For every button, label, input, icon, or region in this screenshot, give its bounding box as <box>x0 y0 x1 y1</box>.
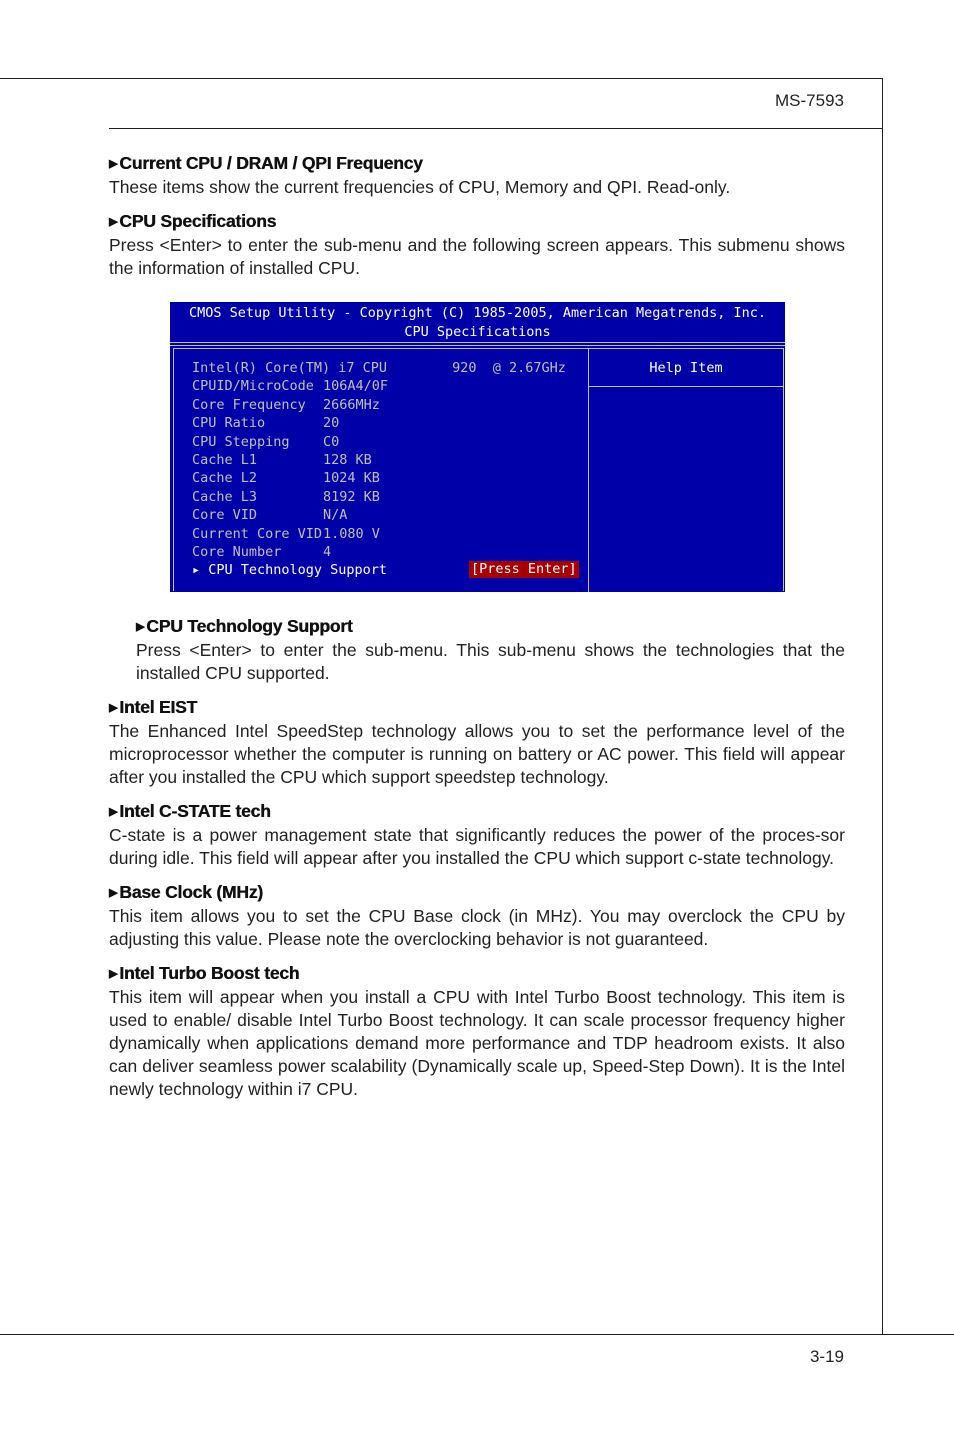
bios-row-label: CPU Stepping <box>192 433 290 450</box>
bios-row <box>192 414 582 432</box>
heading-text: Current CPU / DRAM / QPI Frequency <box>119 153 423 173</box>
header-underline <box>109 128 883 129</box>
bios-row <box>192 377 582 395</box>
section-heading <box>109 961 845 986</box>
model-number: MS-7593 <box>775 91 844 110</box>
section-body: The Enhanced Intel SpeedStep technology allows you to set the performance level of the microprocessor whether the computer is running on battery or AC power. This field will appear after you installed the CPU which support speedstep technology. <box>109 721 845 787</box>
bios-separator <box>170 342 785 346</box>
bios-row <box>192 488 582 506</box>
bios-help-title: Help Item <box>589 348 783 387</box>
section-cpu-specifications <box>109 209 845 280</box>
section-body: This item will appear when you install a CPU with Intel Turbo Boost technology. This item is used to enable/ disable Intel Turbo Boost technology. It can scale processor frequency higher dynamically when applications demand more performance and TDP headroom exists. It also can deliver seamless power scalability (Dynamically scale up, Speed-Step Down). It is the Intel newly technology within i7 CPU. <box>109 987 845 1099</box>
heading-text: CPU Technology Support <box>146 616 353 636</box>
triangle-bullet-icon: ▶ <box>109 216 118 228</box>
bios-menu-cpu-technology-support[interactable] <box>192 561 582 579</box>
triangle-bullet-icon: ▶ <box>109 158 118 170</box>
bios-row <box>192 525 582 543</box>
bios-row-value: 8192 KB <box>323 488 380 505</box>
bios-row-label: CPUID/MicroCode <box>192 378 314 395</box>
bios-row-value: 1024 KB <box>323 470 380 487</box>
bios-row-label: Cache L2 <box>192 470 258 487</box>
heading-text: CPU Specifications <box>119 211 277 231</box>
bios-title: CMOS Setup Utility - Copyright (C) 1985-2005, American Megatrends, Inc. <box>170 302 785 322</box>
bios-row-value: C0 <box>323 433 340 450</box>
section-body: These items show the current frequencies of CPU, Memory and QPI. Read-only. <box>109 177 731 197</box>
bios-row-label: Core Frequency <box>192 396 306 413</box>
bios-row <box>192 433 582 451</box>
bios-row-value: N/A <box>323 507 348 524</box>
right-margin-rule <box>882 78 883 1335</box>
heading-text: Intel C-STATE tech <box>119 801 271 821</box>
bios-row-label: CPU Ratio <box>192 415 266 432</box>
bios-row <box>192 543 582 561</box>
section-heading <box>109 799 845 824</box>
bios-row-label: Core Number <box>192 543 282 560</box>
bios-row-value: 4 <box>323 543 332 560</box>
section-intel-cstate <box>109 799 845 870</box>
section-current-frequency <box>109 151 845 199</box>
section-body: Press <Enter> to enter the sub-menu and the following screen appears. This submenu shows the information of installed CPU. <box>109 235 845 278</box>
section-heading <box>109 880 845 905</box>
section-intel-eist <box>109 695 845 789</box>
section-heading <box>109 695 845 720</box>
section-base-clock <box>109 880 845 951</box>
bios-cpu-name: Intel(R) Core(TM) i7 CPU 920 @ 2.67GHz <box>192 360 566 376</box>
bios-row <box>192 506 582 524</box>
heading-text: Intel EIST <box>119 697 197 717</box>
triangle-bullet-icon: ▶ <box>109 968 118 980</box>
bios-row <box>192 396 582 414</box>
heading-text: Base Clock (MHz) <box>119 882 263 902</box>
bios-row-value: 128 KB <box>323 451 372 468</box>
bios-row-label: Cache L3 <box>192 488 258 505</box>
page-number: 3-19 <box>809 1347 844 1366</box>
bios-menu-label: ▸ CPU Technology Support <box>192 562 388 579</box>
triangle-bullet-icon: ▶ <box>109 702 118 714</box>
bios-row-label: Cache L1 <box>192 451 258 468</box>
triangle-bullet-icon: ▶ <box>136 621 145 633</box>
bios-row-value: 2666MHz <box>323 396 380 413</box>
section-heading <box>109 209 845 234</box>
section-cpu-technology-support <box>136 614 845 685</box>
section-heading <box>109 151 845 176</box>
section-body: This item allows you to set the CPU Base clock (in MHz). You may overclock the CPU by adjusting this value. Please note the overclocking behavior is not guaranteed. <box>109 906 845 949</box>
triangle-bullet-icon: ▶ <box>109 887 118 899</box>
footer-rule <box>0 1334 954 1335</box>
bios-row-label: Core VID <box>192 507 258 524</box>
bios-screenshot <box>170 302 785 592</box>
section-turbo-boost <box>109 961 845 1101</box>
section-heading <box>136 614 845 639</box>
triangle-bullet-icon: ▶ <box>109 806 118 818</box>
section-body: Press <Enter> to enter the sub-menu. This sub-menu shows the technologies that the installed CPU supported. <box>136 640 845 683</box>
bios-row-value: 1.080 V <box>323 525 380 542</box>
heading-text: Intel Turbo Boost tech <box>119 963 300 983</box>
page-content <box>109 151 845 1111</box>
bios-spec-list <box>192 359 582 580</box>
header-rule <box>0 78 883 79</box>
bios-subtitle: CPU Specifications <box>170 322 785 341</box>
bios-row <box>192 469 582 487</box>
bios-row-value: 106A4/0F <box>323 378 389 395</box>
section-body: C-state is a power management state that significantly reduces the power of the proces-sor during idle. This field will appear after you installed the CPU which support c-state technology. <box>109 825 845 868</box>
bios-row-label: Current Core VID <box>192 525 323 542</box>
press-enter-button[interactable]: [Press Enter] <box>471 561 577 578</box>
bios-row <box>192 451 582 469</box>
bios-row-value: 20 <box>323 415 340 432</box>
